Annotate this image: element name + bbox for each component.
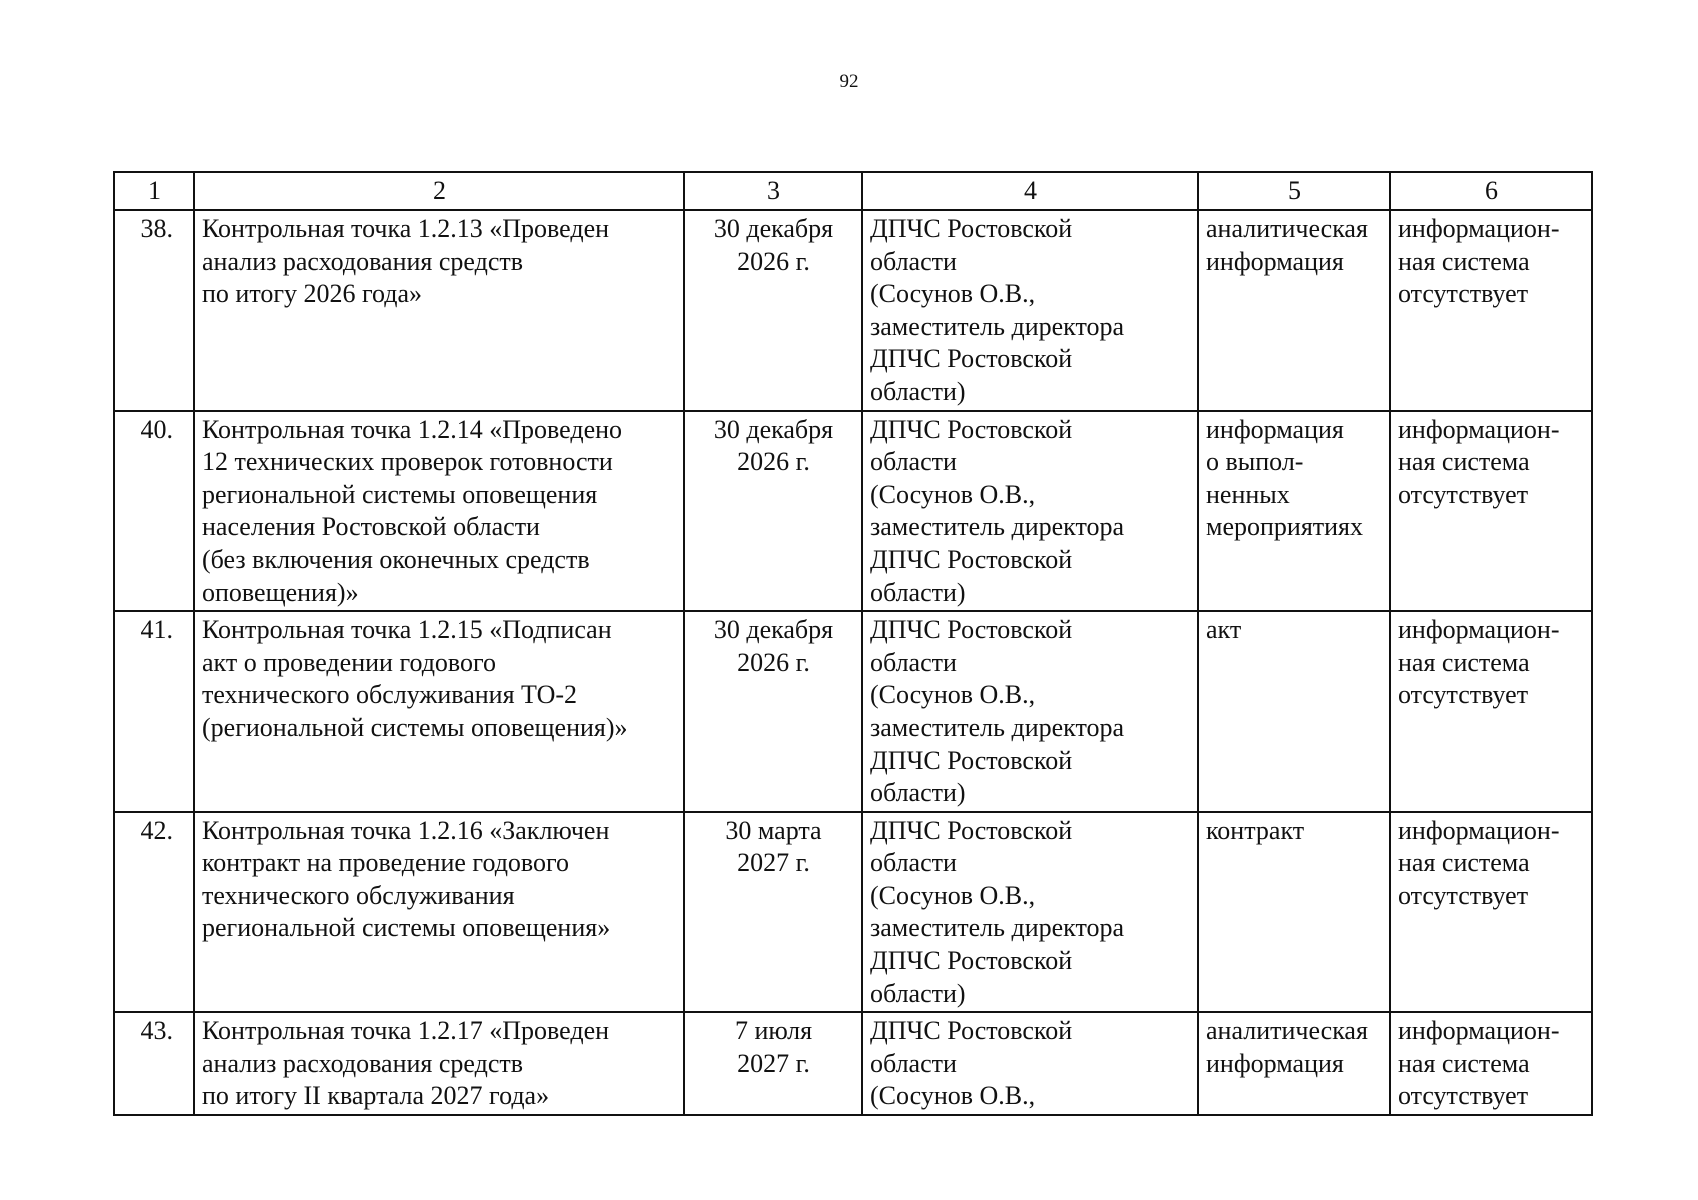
row-document: акт [1198,611,1390,812]
column-header-6: 6 [1390,172,1592,210]
row-system: информацион- ная система отсутствует [1390,611,1592,812]
table-row [114,1012,1592,1115]
table-row [114,812,1592,1013]
row-date: 30 декабря 2026 г. [684,611,862,812]
row-responsible: ДПЧС Ростовской области (Сосунов О.В., заместитель директора ДПЧС Ростовской области) [862,210,1198,411]
row-date: 30 декабря 2026 г. [684,411,862,612]
row-number: 43. [114,1012,194,1115]
row-system: информацион- ная система отсутствует [1390,1012,1592,1115]
column-header-3: 3 [684,172,862,210]
header-row [114,172,1592,210]
column-header-2: 2 [194,172,684,210]
row-responsible: ДПЧС Ростовской области (Сосунов О.В., [862,1012,1198,1115]
row-responsible: ДПЧС Ростовской области (Сосунов О.В., заместитель директора ДПЧС Ростовской области) [862,411,1198,612]
column-header-5: 5 [1198,172,1390,210]
column-header-1: 1 [114,172,194,210]
row-system: информацион- ная система отсутствует [1390,812,1592,1013]
row-description: Контрольная точка 1.2.15 «Подписан акт о проведении годового технического обслуживания ТО-2 (региональной системы оповещения)» [194,611,684,812]
table-row [114,210,1592,411]
row-responsible: ДПЧС Ростовской области (Сосунов О.В., заместитель директора ДПЧС Ростовской области) [862,611,1198,812]
row-description: Контрольная точка 1.2.17 «Проведен анализ расходования средств по итогу II квартала 2027 года» [194,1012,684,1115]
row-description: Контрольная точка 1.2.14 «Проведено 12 технических проверок готовности региональной системы оповещения населения Ростовской области (без включения оконечных средств оповещения)» [194,411,684,612]
row-number: 40. [114,411,194,612]
row-description: Контрольная точка 1.2.13 «Проведен анализ расходования средств по итогу 2026 года» [194,210,684,411]
page-number: 92 [839,71,859,92]
row-document: аналитическая информация [1198,210,1390,411]
row-description: Контрольная точка 1.2.16 «Заключен контракт на проведение годового технического обслуживания региональной системы оповещения» [194,812,684,1013]
row-date: 7 июля 2027 г. [684,1012,862,1115]
table-row [114,611,1592,812]
table-row [114,411,1592,612]
row-system: информацион- ная система отсутствует [1390,411,1592,612]
row-number: 41. [114,611,194,812]
row-document: информация о выпол- ненных мероприятиях [1198,411,1390,612]
row-date: 30 декабря 2026 г. [684,210,862,411]
row-date: 30 марта 2027 г. [684,812,862,1013]
row-system: информацион- ная система отсутствует [1390,210,1592,411]
row-responsible: ДПЧС Ростовской области (Сосунов О.В., заместитель директора ДПЧС Ростовской области) [862,812,1198,1013]
plan-table [113,171,1593,1116]
row-document: аналитическая информация [1198,1012,1390,1115]
row-document: контракт [1198,812,1390,1013]
row-number: 38. [114,210,194,411]
row-number: 42. [114,812,194,1013]
column-header-4: 4 [862,172,1198,210]
